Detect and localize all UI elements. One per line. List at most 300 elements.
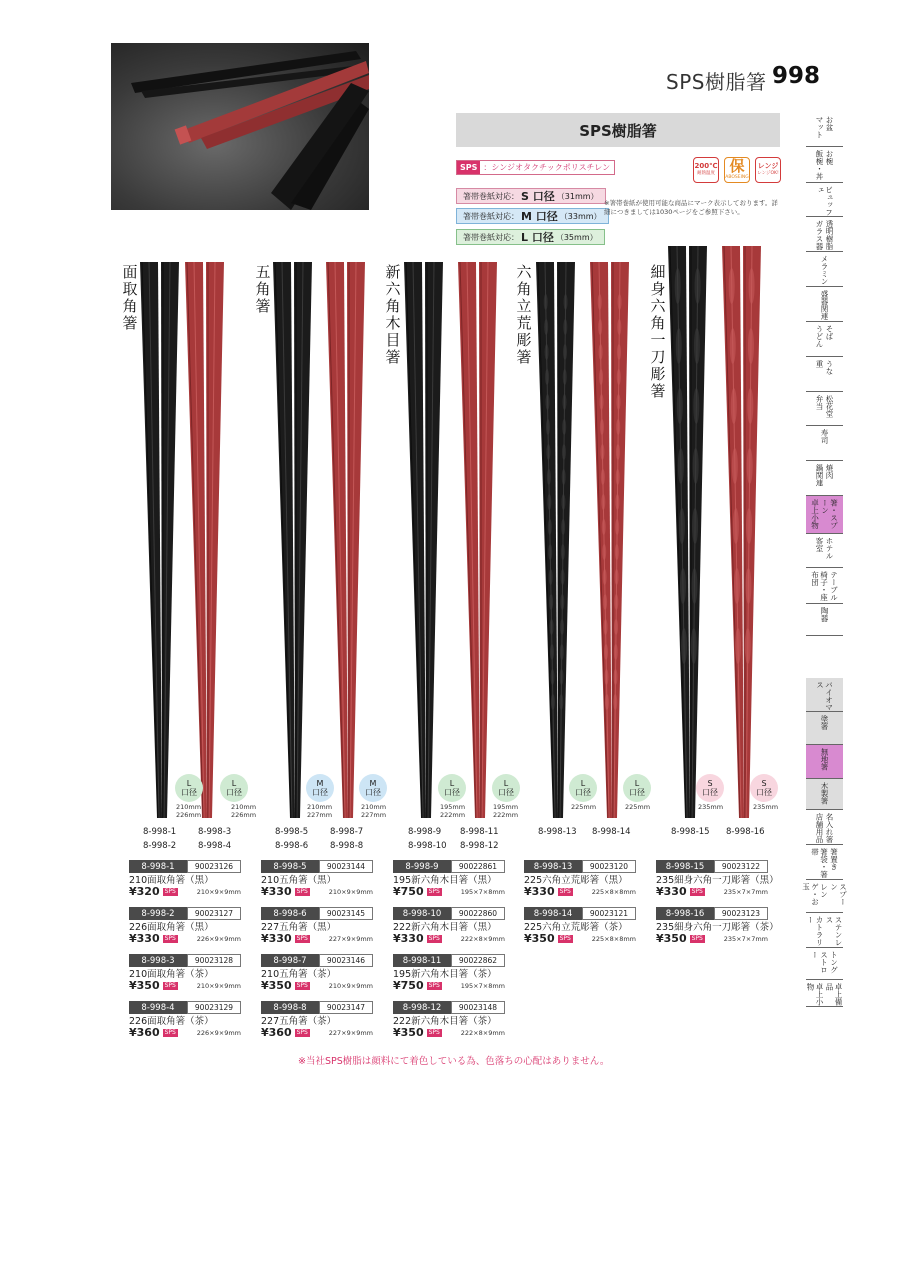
item-code: 8-998-11 [393,954,451,967]
sidebar-tab[interactable] [806,217,843,252]
item-name: 222新六角木目箸（黒） [393,922,497,933]
item-price: ¥320 [129,885,160,898]
sidebar-tab[interactable] [806,113,843,147]
size-label: 口径 [498,788,514,797]
band-size: S 口径 [521,190,555,203]
sidebar-tab-label: 卓上小物 [810,499,820,529]
material-badge: SPS [428,935,440,942]
item-dimensions: 195×7×8mm [460,982,505,990]
size-label: 口径 [226,788,242,797]
material-legend [456,160,615,175]
sidebar-tab[interactable] [806,357,843,392]
item-codes: 8-998-1 8-998-2 [143,827,177,851]
item-dimensions: 235×7×7mm [723,888,768,896]
sidebar-tab-label: カトラリー [806,916,824,946]
product-entry [129,1001,241,1039]
sidebar-tab-label: 卓上小物 [806,983,824,1006]
sidebar-tab-label: お盆 [825,116,834,131]
jan-code: 90023145 [319,907,373,920]
item-codes: 8-998-15 [671,827,710,837]
item-code: 8-998-4 [129,1001,187,1014]
band-size: M 口径 [521,210,558,223]
product-entry [656,860,779,898]
size-letter: L [449,779,455,788]
band-mm: （35mm） [555,232,598,242]
sidebar-tab-label: 透明樹脂 [825,220,834,250]
sidebar-tab-label: バイオマス [815,681,834,711]
sidebar-tab-label: 陶器 [820,607,829,622]
entry-header [129,1001,241,1014]
size-badge [492,774,520,802]
size-label: 口径 [629,788,645,797]
entry-header [261,954,373,967]
sidebar-tab-label: うな [825,360,834,375]
material-badge: SPS [296,982,308,989]
size-letter: L [231,779,237,788]
material-badge: SPS [296,935,308,942]
sidebar-tab[interactable] [806,147,843,183]
item-name: 195新六角木目箸（茶） [393,969,497,980]
size-badge [623,774,651,802]
item-codes: 8-998-13 [538,827,577,837]
material-badge: SPS [428,1029,440,1036]
entry-header [656,860,768,873]
sidebar-tab-label: 椅子・座布団 [810,571,829,601]
size-badge [750,774,778,802]
sidebar-tab-label: 箸袋・箸帯 [810,848,829,878]
chopsticks-red [456,262,500,822]
material-badge: SPS [691,888,703,895]
item-codes: 8-998-5 8-998-6 [275,827,309,851]
material-badge: SPS [296,1029,308,1036]
item-dimensions: 210×9×9mm [328,982,373,990]
sidebar-tab-label: ステンレス [825,916,843,946]
length-label: 210mm 227mm [307,803,333,819]
sidebar-tab[interactable] [806,496,843,534]
sidebar-tab-label: レンゲ・お玉 [801,883,829,906]
section-title: SPS樹脂箸 [456,113,780,147]
price-row [129,980,241,992]
color-footnote: ※当社SPS樹脂は顔料にて着色している為、色落ちの心配はありません。 [298,1056,610,1067]
sidebar-tab-label: ストロー [810,951,829,974]
material-badge: SPS [559,935,571,942]
chopsticks-red [183,262,227,822]
item-dimensions: 210×9×9mm [328,888,373,896]
size-label: 口径 [181,788,197,797]
item-price: ¥330 [393,932,424,945]
product-entry [261,907,373,945]
item-name: 235細身六角一刀彫箸（黒） [656,875,779,886]
sidebar-tab[interactable] [806,322,843,357]
material-badge: SPS [164,888,176,895]
sidebar-tab[interactable] [806,745,843,779]
item-name: 210五角箸（茶） [261,969,337,980]
length-label: 210mm 226mm [176,803,202,819]
price-row [524,933,636,945]
chopsticks-red [324,262,368,822]
material-badge: SPS [296,888,308,895]
page-number: 998 [772,63,821,89]
sidebar-tab-label: 卓上備品 [825,983,843,1006]
item-name: 210五角箸（黒） [261,875,337,886]
length-label: 210mm 226mm [231,803,257,819]
sidebar-tab-label: 名入れ箸 [825,813,834,843]
size-letter: M [369,779,377,788]
sidebar-tab-label: 店舗用品 [815,813,824,843]
item-price: ¥750 [393,885,424,898]
badge-sub: ABOSEING [725,175,749,181]
size-label: 口径 [444,788,460,797]
item-code: 8-998-2 [129,907,187,920]
item-price: ¥360 [261,1026,292,1039]
price-row [656,886,768,898]
item-dimensions: 225×8×8mm [591,888,636,896]
sidebar-tab-label: 飯椀・丼 [815,150,824,180]
band-size: L 口径 [521,231,554,244]
sidebar-tab[interactable] [806,534,843,568]
sidebar-tab-label: マット [815,116,824,139]
jan-code: 90023126 [187,860,241,873]
price-row [393,886,505,898]
size-badge [359,774,387,802]
sidebar-tab-label: 鍋関連 [815,464,824,487]
item-dimensions: 222×8×9mm [460,935,505,943]
item-codes: 8-998-16 [726,827,765,837]
jan-code: 90023144 [319,860,373,873]
size-badge [438,774,466,802]
size-letter: L [186,779,192,788]
page-header-title: SPS樹脂箸 [666,70,767,94]
item-dimensions: 226×9×9mm [196,1029,241,1037]
sidebar-tab-label: ホテル [825,537,834,560]
chopsticks-photo-art [111,43,369,210]
band-l [456,229,605,245]
heat-resistant-icon [693,157,719,183]
band-mm: （31mm） [556,191,599,201]
entry-header [393,954,505,967]
product-entry [656,907,779,945]
entry-header [129,954,241,967]
size-letter: S [761,779,767,788]
price-row [129,886,241,898]
entry-header [524,860,636,873]
material-badge: SPS [428,982,440,989]
size-letter: L [503,779,509,788]
material-badge: SPS [164,935,176,942]
material-badge: SPS [691,935,703,942]
price-row [261,980,373,992]
item-price: ¥350 [129,979,160,992]
item-price: ¥330 [261,932,292,945]
size-label: 口径 [702,788,718,797]
sidebar-tab-label: スプーン [829,883,848,906]
sidebar-tab-label: そば [825,325,834,340]
jan-code: 90023146 [319,954,373,967]
price-row [261,886,373,898]
size-badge [306,774,334,802]
size-badge [175,774,203,802]
length-label: 195mm 222mm [493,803,519,819]
product-group-name: 面取角箸 [122,263,138,332]
sidebar-tab[interactable] [806,678,843,712]
size-label: 口径 [365,788,381,797]
sidebar-tab-label: 箸置き [829,848,839,871]
jan-code: 90022861 [451,860,505,873]
sidebar-tab[interactable] [806,426,843,461]
sidebar-tab-label: 寿司 [820,429,829,444]
jan-code: 90023122 [714,860,768,873]
item-price: ¥350 [656,932,687,945]
product-entry [524,907,636,945]
product-entry [393,907,505,945]
jan-code: 90023121 [582,907,636,920]
item-price: ¥350 [393,1026,424,1039]
product-group-name: 六角立荒彫箸 [516,263,532,366]
item-dimensions: 210×9×9mm [196,982,241,990]
item-code: 8-998-16 [656,907,714,920]
sidebar-tab-label: 箸・スプーン [820,499,839,529]
size-letter: L [580,779,586,788]
badge-main: 保 [729,157,745,176]
jan-code: 90023123 [714,907,768,920]
item-name: 226面取角箸（黒） [129,922,214,933]
sidebar-tab[interactable] [806,810,843,845]
item-codes: 8-998-9 8-998-10 [408,827,447,851]
product-entry [261,954,373,992]
item-price: ¥360 [129,1026,160,1039]
item-name: 210面取角箸（茶） [129,969,214,980]
insulated-icon [724,157,750,183]
size-label: 口径 [756,788,772,797]
product-entry [393,954,505,992]
sidebar-tab[interactable] [806,183,843,217]
sidebar-tab-label: テーブル [829,571,839,601]
price-row [393,933,505,945]
item-dimensions: 227×9×9mm [328,935,373,943]
product-group-name: 細身六角一刀彫箸 [650,263,666,400]
product-entry [129,954,241,992]
item-dimensions: 195×7×8mm [460,888,505,896]
band-prefix: 箸帯巻紙対応： [463,211,519,221]
item-name: 210面取角箸（黒） [129,875,214,886]
chopsticks-red [588,262,632,822]
item-name: 225六角立荒彫箸（黒） [524,875,628,886]
item-code: 8-998-6 [261,907,319,920]
item-name: 195新六角木目箸（黒） [393,875,497,886]
size-label: 口径 [575,788,591,797]
item-code: 8-998-3 [129,954,187,967]
jan-code: 90023129 [187,1001,241,1014]
sidebar-tab-label: 無地箸 [820,748,829,771]
microwave-icon [755,157,781,183]
entry-header [129,907,241,920]
item-dimensions: 226×9×9mm [196,935,241,943]
size-letter: S [707,779,713,788]
item-code: 8-998-14 [524,907,582,920]
material-code: SPS [457,161,480,174]
item-price: ¥330 [656,885,687,898]
price-row [524,886,636,898]
product-photo [111,43,369,210]
band-prefix: 箸帯巻紙対応： [463,232,519,242]
price-row [261,933,373,945]
jan-code: 90023120 [582,860,636,873]
sidebar-tab[interactable] [806,604,843,636]
item-code: 8-998-10 [393,907,451,920]
length-label: 210mm 227mm [361,803,387,819]
entry-header [524,907,636,920]
product-entry [393,860,505,898]
product-entry [393,1001,505,1039]
band-mm: （33mm） [559,211,602,221]
item-price: ¥330 [261,885,292,898]
band-note: ※箸帯巻紙が使用可能な商品にマーク表示しております。詳細につきましては1030ページをご参照下さい。 [604,199,778,216]
entry-header [261,907,373,920]
price-row [656,933,768,945]
chopsticks-black [138,262,182,822]
chopsticks-black [534,262,578,822]
product-group-name: 新六角木目箸 [385,263,401,366]
item-code: 8-998-1 [129,860,187,873]
item-code: 8-998-15 [656,860,714,873]
jan-code: 90023127 [187,907,241,920]
length-label: 225mm [571,803,597,811]
sidebar-tab[interactable] [806,845,843,880]
sidebar-tab-label: 松花堂 [825,395,834,418]
item-codes: 8-998-7 8-998-8 [330,827,364,851]
badge-main: 200℃ [694,162,718,171]
item-code: 8-998-13 [524,860,582,873]
item-price: ¥330 [129,932,160,945]
sidebar-tab[interactable] [806,392,843,426]
sidebar-tab-label: ガラス器 [815,220,824,250]
entry-header [393,860,505,873]
sidebar-tab[interactable] [801,880,848,913]
sidebar-tab[interactable] [806,948,843,980]
price-row [129,1027,241,1039]
item-name: 226面取角箸（茶） [129,1016,214,1027]
entry-header [261,860,373,873]
size-letter: L [634,779,640,788]
sidebar-tab[interactable] [806,712,843,745]
product-entry [261,860,373,898]
item-dimensions: 210×9×9mm [196,888,241,896]
jan-code: 90023148 [451,1001,505,1014]
sidebar-tab[interactable] [806,461,843,496]
badge-sub: 耐熱温度 [697,171,715,177]
item-price: ¥330 [524,885,555,898]
price-row [129,933,241,945]
material-badge: SPS [164,1029,176,1036]
sidebar-tab[interactable] [806,913,843,948]
entry-header [261,1001,373,1014]
band-s [456,188,606,204]
price-row [261,1027,373,1039]
sidebar-tab-label: ビュッフェ [815,186,834,216]
item-price: ¥350 [524,932,555,945]
entry-header [656,907,768,920]
material-badge: SPS [559,888,571,895]
band-prefix: 箸帯巻紙対応： [463,191,519,201]
price-row [393,980,505,992]
sidebar-tab-label: 塗箸 [820,715,829,730]
size-badge [696,774,724,802]
jan-code: 90023147 [319,1001,373,1014]
item-name: 222新六角木目箸（茶） [393,1016,497,1027]
feature-badges [693,157,781,183]
sidebar-tab-label: 客室 [815,537,824,552]
length-label: 235mm [698,803,724,811]
sidebar-tab-label: お椀 [825,150,834,165]
length-label: 235mm [753,803,779,811]
item-dimensions: 222×8×9mm [460,1029,505,1037]
item-price: ¥750 [393,979,424,992]
sidebar-tab-label: 木製箸 [820,782,829,805]
price-row [393,1027,505,1039]
sidebar-tab-label: トング [829,951,839,974]
item-name: 225六角立荒彫箸（茶） [524,922,628,933]
item-name: 235細身六角一刀彫箸（茶） [656,922,779,933]
product-entry [261,1001,373,1039]
chopsticks-black [271,262,315,822]
material-badge: SPS [428,888,440,895]
item-code: 8-998-5 [261,860,319,873]
item-name: 227五角箸（黒） [261,922,337,933]
size-badge [569,774,597,802]
item-codes: 8-998-3 8-998-4 [198,827,232,851]
sidebar-tab-label: 重 [815,360,824,368]
sidebar-tab[interactable] [806,568,843,604]
product-entry [129,907,241,945]
product-entry [524,860,636,898]
chopsticks-black [402,262,446,822]
item-name: 227五角箸（茶） [261,1016,337,1027]
sidebar-tab[interactable] [806,980,843,1007]
sidebar-tab[interactable] [806,287,843,322]
product-group-name: 五角箸 [255,263,271,315]
badge-main: レンジ [757,162,779,171]
item-dimensions: 235×7×7mm [723,935,768,943]
length-label: 225mm [625,803,651,811]
item-dimensions: 225×8×8mm [591,935,636,943]
item-price: ¥350 [261,979,292,992]
material-description: ：シンジオタクチックポリスチレン [483,163,611,172]
size-letter: M [316,779,324,788]
item-codes: 8-998-11 8-998-12 [460,827,499,851]
item-codes: 8-998-14 [592,827,631,837]
sidebar-tab[interactable] [806,252,843,287]
sidebar-tab-label: 盛器関連 [820,290,829,320]
band-m [456,208,609,224]
entry-header [129,860,241,873]
size-badge [220,774,248,802]
sidebar-tab-label: 弁当 [815,395,824,410]
sidebar-tab-label: 焼肉 [825,464,834,479]
size-label: 口径 [312,788,328,797]
item-dimensions: 227×9×9mm [328,1029,373,1037]
jan-code: 90022860 [451,907,505,920]
item-code: 8-998-9 [393,860,451,873]
jan-code: 90023128 [187,954,241,967]
material-badge: SPS [164,982,176,989]
sidebar-tab[interactable] [806,779,843,810]
product-entry [129,860,241,898]
item-code: 8-998-7 [261,954,319,967]
length-label: 195mm 222mm [440,803,466,819]
jan-code: 90022862 [451,954,505,967]
sidebar-tab-label: メラミン [820,255,829,285]
entry-header [393,907,505,920]
